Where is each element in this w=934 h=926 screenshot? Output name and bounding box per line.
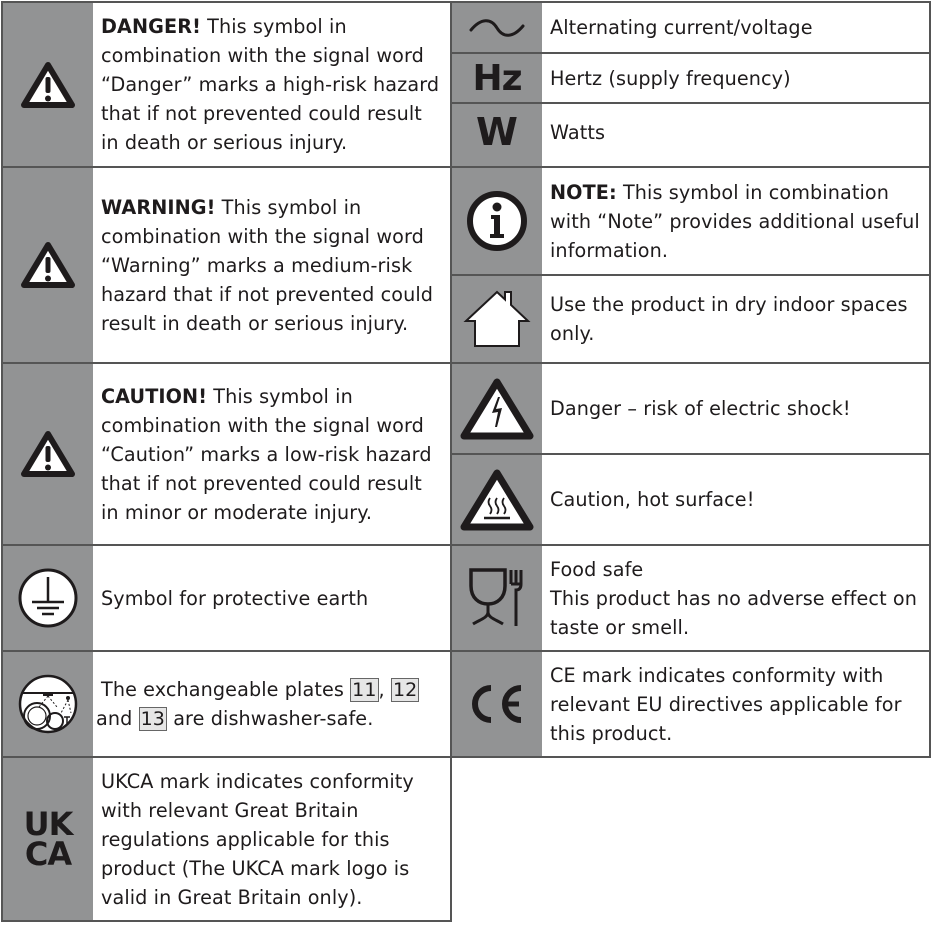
signal-word: WARNING!	[101, 195, 216, 219]
symbol-cell	[452, 364, 542, 453]
hot-surface-icon	[460, 468, 534, 532]
warning-triangle-icon	[20, 430, 76, 478]
description-text: Caution, hot surface!	[550, 488, 755, 511]
table-row-warning	[3, 168, 450, 364]
symbols-table-left	[1, 1, 452, 922]
description-text: Danger – risk of electric shock!	[550, 397, 851, 420]
warning-triangle-icon	[20, 61, 76, 109]
indoor-house-icon	[463, 288, 531, 350]
description-text: UKCA mark indicates conformity with relevant Great Britain regulations applicable for this product (The UKCA mark logo is valid in Great Britain only).	[101, 769, 414, 909]
symbols-table-right	[450, 1, 931, 758]
symbol-cell	[3, 364, 93, 544]
description-cell	[542, 104, 929, 166]
table-row-ce-mark	[452, 652, 929, 758]
description-cell	[542, 652, 929, 756]
hertz-icon: Hz	[472, 57, 522, 99]
description-cell	[93, 364, 450, 544]
table-row-ukca	[3, 758, 450, 922]
description-cell	[93, 3, 450, 166]
part-number-13: 13	[140, 708, 165, 730]
description-cell	[542, 54, 929, 102]
description-cell	[93, 546, 450, 650]
description-cell	[542, 364, 929, 453]
description-text: Watts	[550, 121, 606, 144]
symbol-cell	[3, 168, 93, 362]
signal-word: DANGER!	[101, 15, 201, 38]
food-safe-title: Food safe	[550, 557, 644, 581]
symbol-cell	[452, 546, 542, 650]
table-row-watts	[452, 104, 929, 168]
symbol-cell	[3, 546, 93, 650]
description-text: and	[96, 707, 139, 730]
description-cell	[542, 455, 929, 544]
symbol-cell	[452, 652, 542, 756]
table-row-dishwasher-safe	[3, 652, 450, 758]
description-cell	[93, 652, 450, 756]
signal-word: CAUTION!	[101, 384, 208, 408]
table-row-hertz	[452, 54, 929, 104]
food-safe-icon	[465, 566, 529, 630]
table-row-alternating-current	[452, 3, 929, 54]
symbol-cell	[452, 455, 542, 544]
ukca-glyph-top: UK	[23, 805, 73, 843]
description-text: CE mark indicates conformity with relevant EU directives applicable for this product.	[550, 663, 902, 745]
description-text: Use the product in dry indoor spaces only.	[550, 293, 908, 345]
table-row-food-safe	[452, 546, 929, 652]
protective-earth-icon	[17, 567, 79, 629]
info-icon	[466, 190, 528, 252]
signal-word: NOTE:	[550, 180, 617, 204]
description-text: This symbol in combination with the signal word “Caution” marks a low-risk hazard that if not prevented could result in minor or moderate injury.	[101, 384, 432, 524]
watts-icon: W	[476, 110, 518, 154]
description-text: are dishwasher-safe.	[167, 707, 374, 730]
table-row-indoor	[452, 276, 929, 364]
table-row-caution	[3, 364, 450, 546]
symbol-cell	[452, 54, 542, 102]
dishwasher-safe-icon	[17, 673, 79, 735]
electric-shock-icon	[460, 377, 534, 441]
symbol-cell	[452, 3, 542, 52]
alternating-current-icon	[467, 16, 527, 40]
symbol-cell	[452, 104, 542, 166]
description-cell	[542, 168, 929, 274]
description-text: The exchangeable plates	[101, 678, 351, 701]
ce-mark-icon	[467, 682, 527, 726]
description-cell	[93, 758, 450, 920]
symbol-cell	[452, 276, 542, 362]
table-row-hot-surface	[452, 455, 929, 546]
part-number-11: 11	[352, 679, 377, 701]
description-cell	[542, 546, 929, 650]
description-text: This symbol in combination with the signal word “Danger” marks a high-risk hazard that if not prevented could result in death or serious injury.	[101, 15, 440, 154]
description-cell	[93, 168, 450, 362]
separator: ,	[378, 678, 391, 701]
table-row-electric-shock	[452, 364, 929, 455]
description-text: This symbol in combination with the signal word “Warning” marks a medium-risk hazard that if not prevented could result in death or serious injury.	[101, 195, 434, 335]
description-cell	[542, 3, 929, 52]
symbol-cell	[452, 168, 542, 274]
table-row-danger	[3, 3, 450, 168]
description-text: This product has no adverse effect on taste or smell.	[550, 586, 917, 639]
symbol-cell	[3, 652, 93, 756]
table-row-protective-earth	[3, 546, 450, 652]
symbol-cell	[3, 3, 93, 166]
table-row-note	[452, 168, 929, 276]
description-cell	[542, 276, 929, 362]
description-text: This symbol in combination with “Note” provides additional useful information.	[550, 180, 920, 262]
part-number-12: 12	[392, 679, 418, 701]
symbol-cell	[3, 758, 93, 920]
warning-triangle-icon	[20, 241, 76, 289]
ukca-glyph-bottom: CA	[24, 835, 72, 873]
description-text: Alternating current/voltage	[550, 16, 813, 39]
description-text: Symbol for protective earth	[101, 586, 369, 610]
description-text: Hertz (supply frequency)	[550, 66, 791, 90]
ukca-mark-icon	[23, 805, 73, 873]
